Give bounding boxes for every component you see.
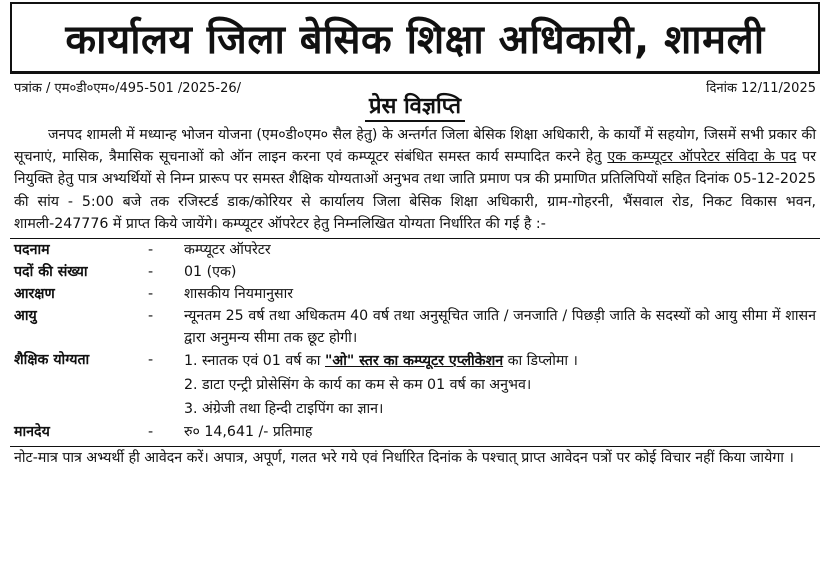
note-text: नोट-मात्र पात्र अभ्यर्थी ही आवेदन करें। अपात्र, अपूर्ण, गलत भरे गये एवं निर्धारित दिनांक के पश्चात् प्राप्त आवेदन पत्रों पर कोई विचार नहीं किया जायेगा । <box>14 450 794 467</box>
qualification-item-1-post: का डिप्लोमा । <box>503 353 578 370</box>
qualification-item-1-pre: 1. स्नातक एवं 01 वर्ष का <box>184 353 325 370</box>
reservation-label: आरक्षण <box>14 286 55 303</box>
qualification-item-3: 3. अंग्रेजी तथा हिन्दी टाइपिंग का ज्ञान। <box>184 401 384 418</box>
office-title: कार्यालय जिला बेसिक शिक्षा अधिकारी, शामली <box>65 17 765 63</box>
heading-wrapper <box>10 94 820 124</box>
dash-separator: - <box>148 264 154 281</box>
announcement-paragraph <box>10 124 820 235</box>
age-label: आयु <box>14 308 37 325</box>
reference-line <box>10 74 820 94</box>
press-release-page <box>0 2 830 584</box>
post-label: पदनाम <box>14 242 50 259</box>
dash-separator: - <box>148 424 154 441</box>
post-value: कम्प्यूटर ऑपरेटर <box>184 242 271 259</box>
honorarium-value: रु० 14,641 /- प्रतिमाह <box>184 424 313 441</box>
office-masthead <box>10 2 820 74</box>
detail-row-qualification <box>14 349 816 421</box>
detail-row-count <box>14 261 816 283</box>
detail-row-post <box>14 239 816 261</box>
paragraph-part-2: पर नियुक्ति हेतु पात्र अभ्यर्थियों से निम्न प्रारूप पर समस्त शैक्षिक योग्यताओं अनुभव तथा जाति प्रमाण पत्र की प्रमाणित प्रतिलिपियों सहित दिनांक 05-12-2025 की सांय - 5:00 बजे तक रजिस्टर्ड डाक/कोरियर से कार्यालय जिला बेसिक शिक्षा अधिकारी, ग्राम-गोहरनी, भैंसवाल रोड, निकट विकास भवन, शामली-247776 में प्राप्त किये जायेंगे। कम्प्यूटर ऑपरेटर हेतु निम्नलिखित योग्यता निर्धारित की गई है :- <box>14 149 817 232</box>
qualification-item-1 <box>184 349 816 373</box>
qualification-item-2: 2. डाटा एन्ट्री प्रोसेसिंग के कार्य का कम से कम 01 वर्ष का अनुभव। <box>184 377 532 394</box>
issue-date: दिनांक 12/11/2025 <box>706 81 816 96</box>
qualification-label: शैक्षिक योग्यता <box>14 352 90 369</box>
qualification-item-1-bold: "ओ" स्तर का कम्प्यूटर एप्लीकेशन <box>325 353 504 370</box>
press-release-heading: प्रेस विज्ञप्ति <box>365 94 465 122</box>
detail-row-honorarium <box>14 421 816 443</box>
details-table <box>10 239 820 443</box>
detail-row-age <box>14 305 816 349</box>
dash-separator: - <box>148 242 154 259</box>
dash-separator: - <box>148 308 154 325</box>
post-underlined-text: एक कम्प्यूटर ऑपरेटर संविदा के पद <box>607 149 797 166</box>
dash-separator: - <box>148 286 154 303</box>
age-value: न्यूनतम 25 वर्ष तथा अधिकतम 40 वर्ष तथा अनुसूचित जाति / जनजाति / पिछड़ी जाति के सदस्यों को आयु सीमा में शासन द्वारा अनुमन्य सीमा तक छूट होगी। <box>184 308 816 347</box>
detail-row-reservation <box>14 283 816 305</box>
reference-number: पत्रांक / एम०डी०एम०/495-501 /2025-26/ <box>14 81 241 96</box>
honorarium-label: मानदेय <box>14 424 50 441</box>
count-value: 01 (एक) <box>184 264 237 281</box>
qualification-list <box>184 349 816 421</box>
dash-separator: - <box>148 352 154 369</box>
count-label: पदों की संख्या <box>14 264 88 281</box>
reservation-value: शासकीय नियमानुसार <box>184 286 294 303</box>
paragraph-part-1: जनपद शामली में मध्यान्ह भोजन योजना (एम०डी०एम० सैल हेतु) के अन्तर्गत जिला बेसिक शिक्षा अधिकारी, के कार्यों में सहयोग, जिसमें सभी प्रकार की सूचनाएं, मासिक, त्रैमासिक सूचनाओं को ऑन लाइन करना एवं कम्प्यूटर संबंधित समस्त कार्य सम्पादित करने हेतु <box>14 127 816 166</box>
